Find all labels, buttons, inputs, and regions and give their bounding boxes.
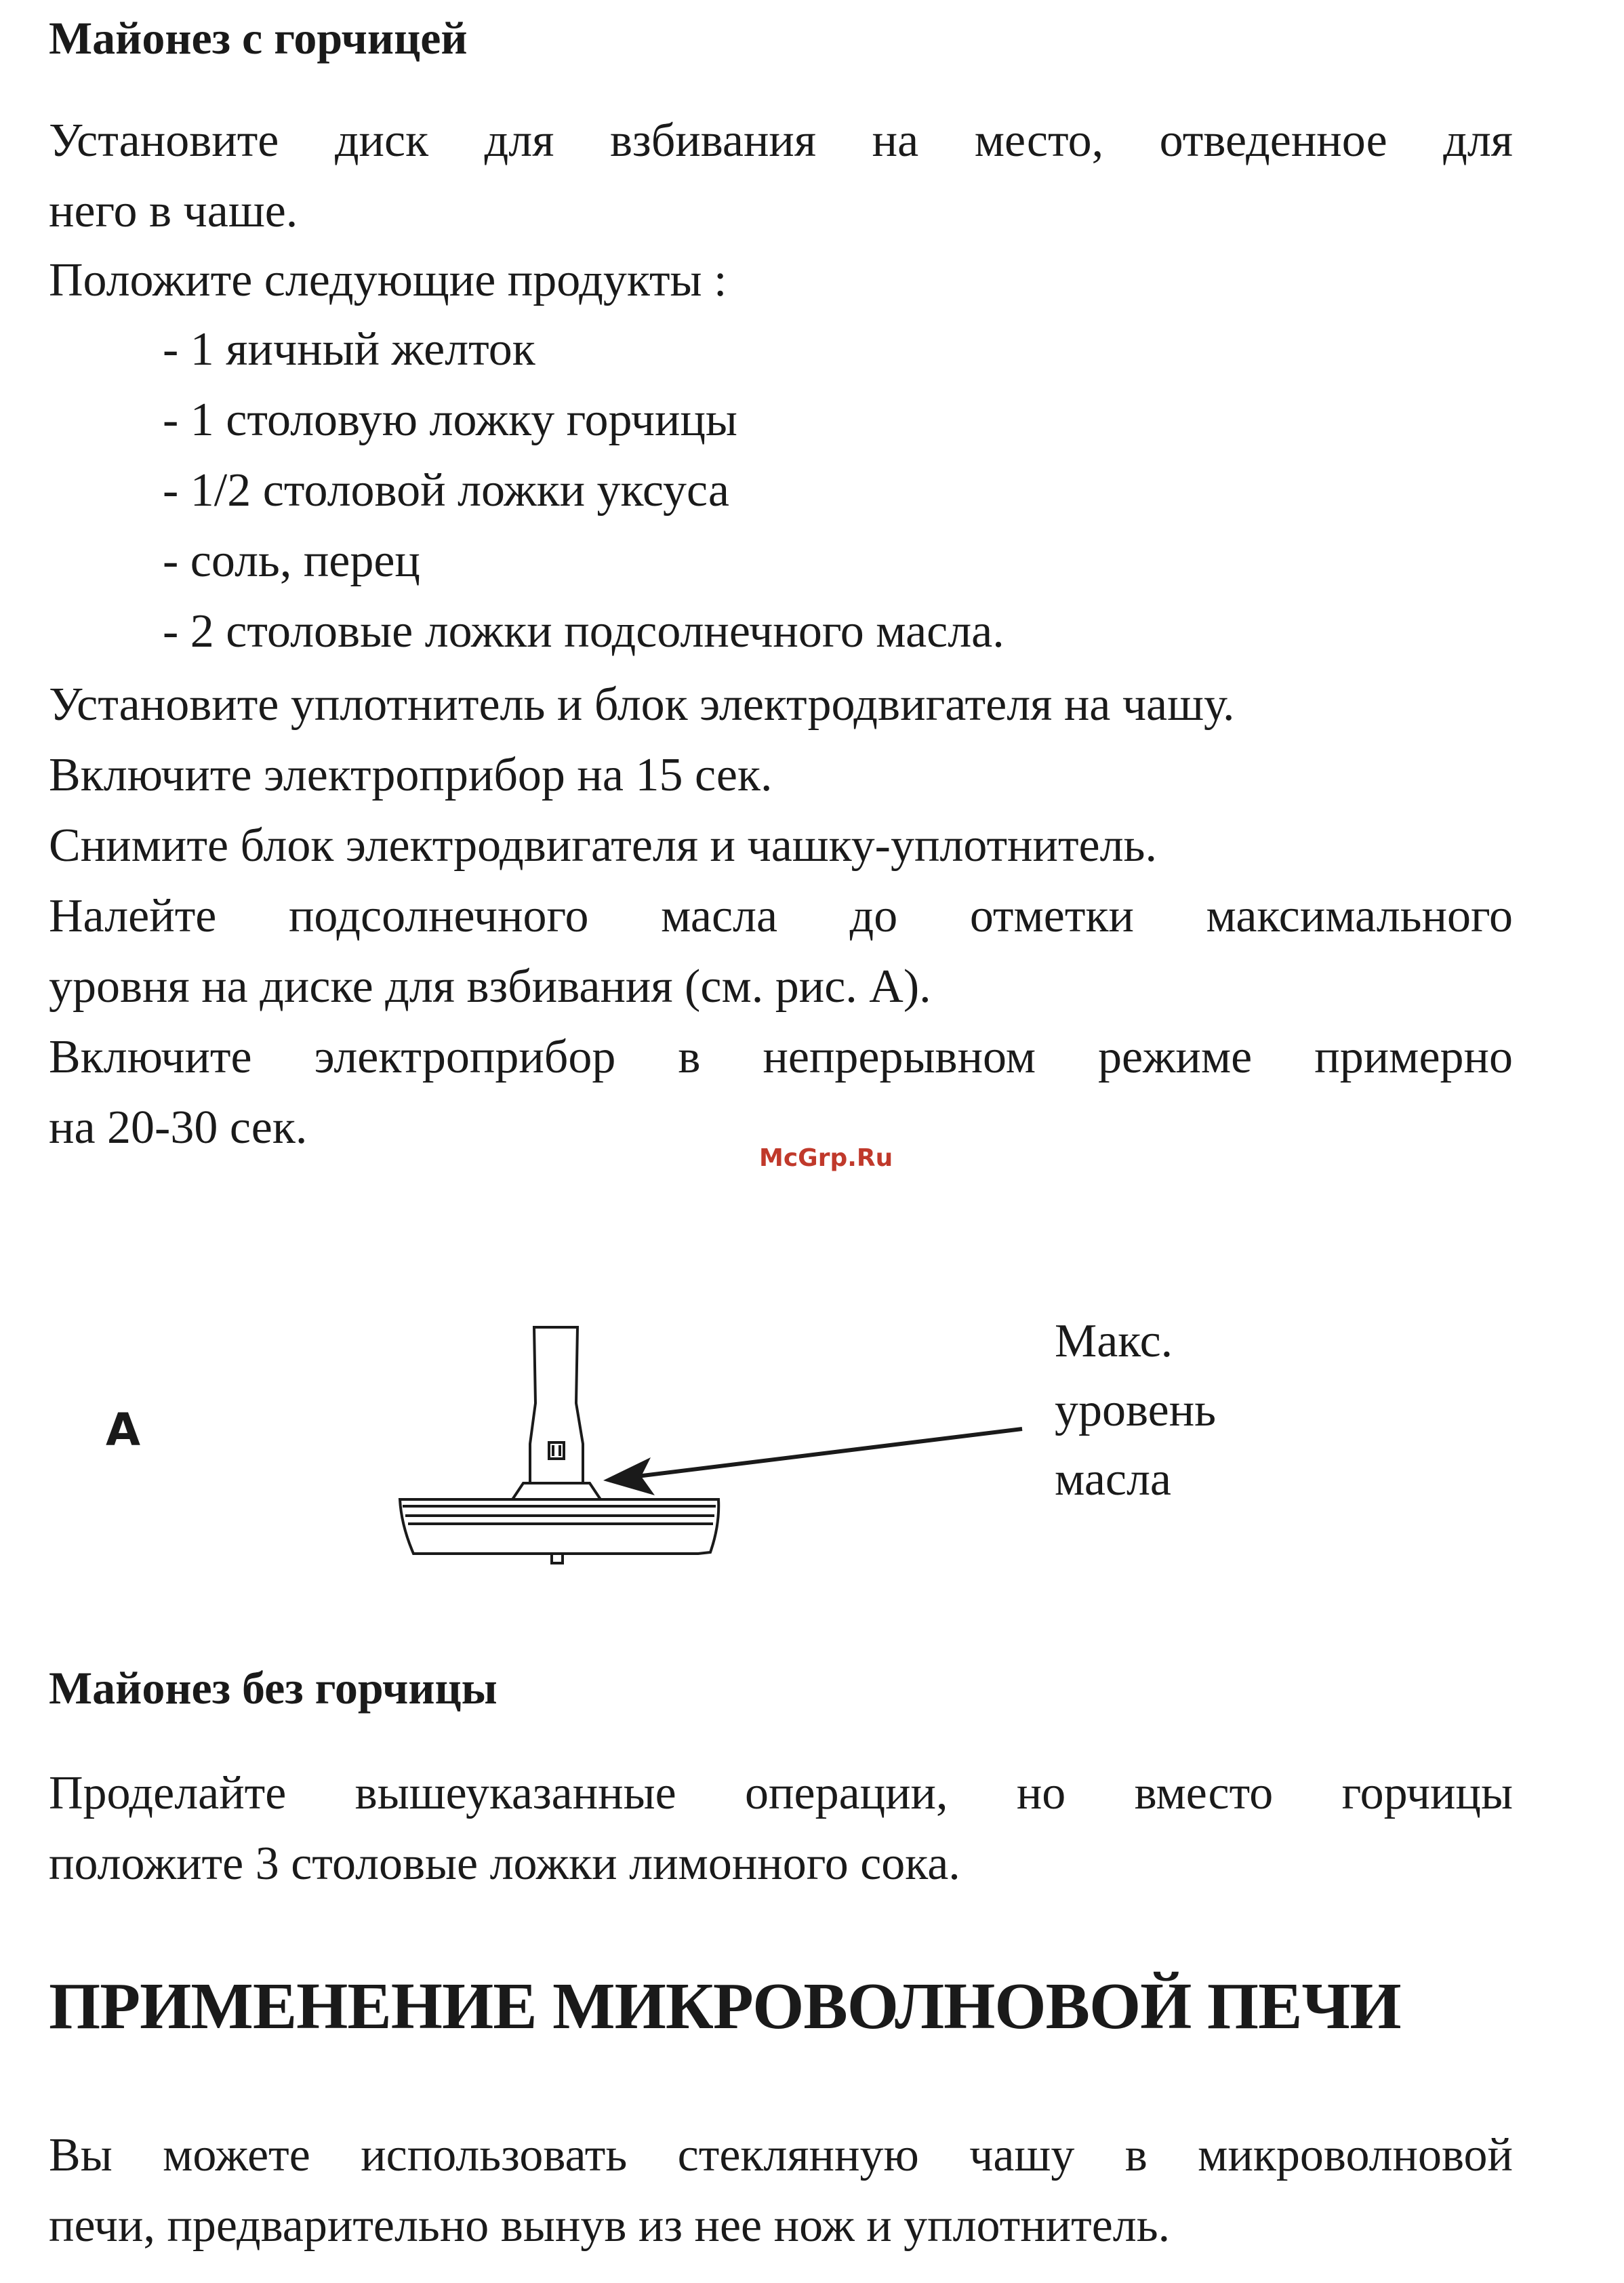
whisk-disc-figure	[380, 1322, 1057, 1579]
list-item: - соль, перец	[163, 535, 420, 587]
section-heading-mayonnaise-without-mustard: Майонез без горчицы	[49, 1662, 498, 1714]
list-item: - 1 столовую ложку горчицы	[163, 394, 737, 446]
instruction-line: на 20-30 сек.	[49, 1102, 308, 1154]
instruction-line: печи, предварительно вынув из нее нож и уплотнитель.	[49, 2200, 1171, 2252]
disc-pin	[552, 1554, 563, 1563]
disc-collar	[512, 1483, 601, 1499]
instruction-line: положите 3 столовые ложки лимонного сока.	[49, 1838, 960, 1890]
list-item: - 2 столовые ложки подсолнечного масла.	[163, 605, 1004, 658]
figure-letter: A	[106, 1404, 141, 1456]
max-oil-level-label	[1055, 1307, 1216, 1514]
instruction-line: уровня на диске для взбивания (см. рис. А).	[49, 961, 931, 1013]
section-heading-mayonnaise-with-mustard: Майонез с горчицей	[49, 12, 468, 64]
instruction-line: Вы можете использовать стеклянную чашу в микроволновой	[49, 2129, 1513, 2181]
label-line: Макс.	[1055, 1315, 1173, 1367]
list-item: - 1/2 столовой ложки уксуса	[163, 464, 729, 517]
instruction-line: Включите электроприбор на 15 сек.	[49, 749, 773, 801]
instruction-line: него в чаше.	[49, 185, 298, 237]
ingredient-list	[163, 315, 1004, 667]
label-line: масла	[1055, 1453, 1171, 1506]
shaft-window	[549, 1442, 564, 1459]
section-heading-microwave-use: ПРИМЕНЕНИЕ МИКРОВОЛНОВОЙ ПЕЧИ	[49, 1970, 1401, 2043]
label-line: уровень	[1055, 1384, 1217, 1436]
instruction-line: Установите уплотнитель и блок электродвигателя на чашу.	[49, 679, 1235, 731]
instruction-line: Положите следующие продукты :	[49, 254, 727, 306]
instruction-line: Установите диск для взбивания на место, отведенное для	[49, 115, 1513, 167]
list-item: - 1 яичный желток	[163, 323, 535, 376]
instruction-line: Включите электроприбор в непрерывном режиме примерно	[49, 1031, 1513, 1083]
instruction-line: Проделайте вышеуказанные операции, но вместо горчицы	[49, 1767, 1513, 1819]
watermark: McGrp.Ru	[759, 1144, 893, 1172]
instruction-line: Снимите блок электродвигателя и чашку-уплотнитель.	[49, 820, 1157, 872]
level-arrow-line	[637, 1429, 1022, 1476]
instruction-line: Налейте подсолнечного масла до отметки максимального	[49, 890, 1513, 942]
